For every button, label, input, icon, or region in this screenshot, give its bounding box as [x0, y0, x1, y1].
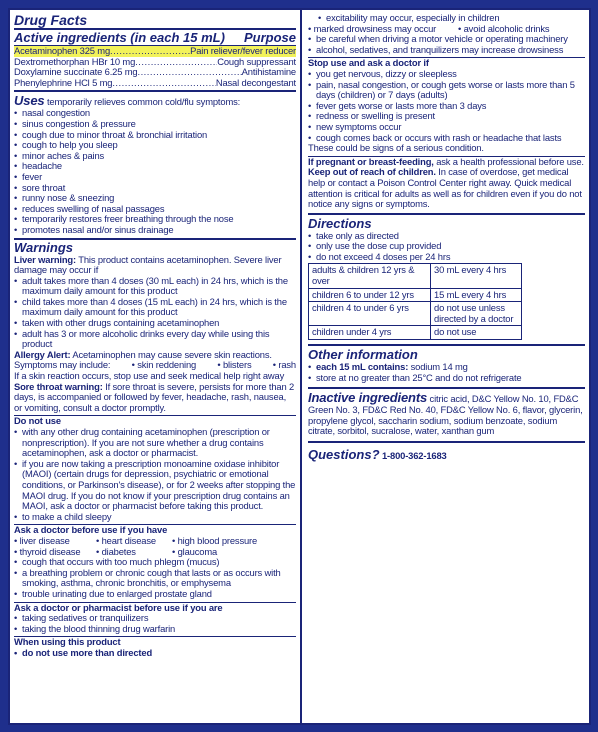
list-item: • taken with other drugs containing acetaminophen [14, 318, 296, 329]
list-item: • alcohol, sedatives, and tranquilizers may increase drowsiness [308, 45, 585, 56]
list-item: • marked drowsiness may occur [308, 22, 437, 34]
keep-out-label: Keep out of reach of children. [308, 166, 436, 178]
list-item: • glaucoma [172, 545, 218, 557]
list-item: • nasal congestion [14, 108, 296, 119]
list-item: • fever gets worse or lasts more than 3 days [308, 101, 585, 112]
uses-list [14, 108, 296, 235]
divider [308, 213, 585, 215]
allergy-alert-text: Acetaminophen may cause severe skin reactions. [70, 348, 272, 360]
list-item: • cough due to minor throat & bronchial irritation [14, 130, 296, 141]
condition-text: liver disease [19, 534, 70, 546]
ingredient-name: Doxylamine succinate 6.25 mg [14, 67, 138, 78]
active-ingredients-heading: Active ingredients (in each 15 mL) [14, 30, 225, 45]
stop-use-after: These could be signs of a serious condition. [308, 142, 484, 154]
active-ingredients-list [14, 46, 296, 88]
ingredient-purpose: Cough suppressant [217, 56, 296, 67]
right-column [302, 10, 589, 723]
active-ingredient-row [14, 57, 296, 68]
caution-text: marked drowsiness may occur [313, 22, 437, 34]
uses-intro-text: temporarily relieves common cold/flu symptoms: [44, 96, 241, 108]
list-item: • headache [14, 161, 296, 172]
questions-phone: 1-800-362-1683 [379, 450, 447, 461]
allergy-alert-label: Allergy Alert: [14, 348, 71, 360]
ingredient-purpose: Pain reliever/fever reducer [190, 46, 296, 56]
ingredient-purpose: Nasal decongestant [215, 77, 296, 88]
list-item: • adult has 3 or more alcoholic drinks every day while using this product [14, 329, 296, 350]
list-item: • do not exceed 4 doses per 24 hrs [308, 252, 585, 263]
active-ingredients-header [14, 31, 296, 45]
questions-heading: Questions? [308, 447, 380, 462]
list-item: • new symptoms occur [308, 122, 585, 133]
table-row [309, 326, 522, 340]
list-item: • you get nervous, dizzy or sleepless [308, 69, 585, 80]
inactive-text: citric acid, D&C Yellow No. 10, FD&C Green No. 3, FD&C Red No. 40, FD&C Yellow No. 6, flavor, glycerin, propylene glycol, saccharin sodium, sodium benzoate, sodium citrate, sorbitol, sucralose, water, xanthan gum [308, 393, 583, 437]
divider [308, 441, 585, 443]
list-item: • blisters [217, 359, 252, 371]
list-item: • if you are now taking a prescription monoamine oxidase inhibitor (MAOI) (certain drugs for depression, psychiatric or emotional conditions, or Parkinson's disease), or for 2 weeks after stopping the MAOI drug. If you do not know if your prescription drug contains an MAOI, ask a doctor or pharmacist before taking this product. [14, 459, 296, 512]
table-row [309, 264, 522, 288]
table-row [309, 288, 522, 302]
list-item: • redness or swelling is present [308, 111, 585, 122]
divider [308, 344, 585, 346]
sore-throat-warning [14, 382, 296, 414]
list-item: • be careful when driving a motor vehicle or operating machinery [308, 34, 585, 45]
drug-facts-panel [8, 8, 591, 725]
list-item: • do not use more than directed [14, 648, 296, 659]
when-using-heading: When using this product [14, 636, 121, 648]
list-item: • cough comes back or occurs with rash or headache that lasts [308, 133, 585, 144]
condition-text: glaucoma [177, 545, 218, 557]
ask-doctor-list [14, 557, 296, 599]
table-cell: do not use [431, 326, 522, 340]
list-item: • cough to help you sleep [14, 140, 296, 151]
list-item: • reduces swelling of nasal passages [14, 204, 296, 215]
other-info-list [308, 362, 585, 383]
list-item: • adult takes more than 4 doses (30 mL each) in 24 hrs, which is the maximum daily amount for this product [14, 276, 296, 297]
stop-use-list [308, 69, 585, 143]
list-item: • minor aches & pains [14, 151, 296, 162]
list-item: • fever [14, 172, 296, 183]
list-item: • only use the dose cup provided [308, 241, 585, 252]
table-cell: children under 4 yrs [309, 326, 431, 340]
table-cell: 15 mL every 4 hrs [431, 288, 522, 302]
drug-facts-title: Drug Facts [14, 12, 88, 28]
list-item: • runny nose & sneezing [14, 193, 296, 204]
list-item: • thyroid disease [14, 545, 81, 557]
list-item: • temporarily restores freer breathing through the nose [14, 214, 296, 225]
when-using-continued [308, 34, 585, 55]
list-item: • taking the blood thinning drug warfarin [14, 624, 296, 635]
sodium-text: sodium 14 mg [408, 361, 468, 373]
condition-text: thyroid disease [19, 545, 81, 557]
purpose-heading: Purpose [243, 30, 296, 45]
list-item: • cough that occurs with too much phlegm (mucus) [14, 557, 296, 568]
symptom-text: rash [278, 359, 296, 371]
symptom-text: blisters [222, 359, 252, 371]
table-row [309, 302, 522, 326]
allergy-symptoms-intro: Symptoms may include: [14, 359, 111, 371]
condition-text: high blood pressure [177, 534, 258, 546]
liver-warning-list [14, 276, 296, 350]
list-item: • skin reddening [131, 359, 197, 371]
ingredient-purpose: Antihistamine [241, 67, 296, 78]
list-item: • high blood pressure [172, 534, 258, 546]
questions [308, 446, 585, 464]
when-using-list [14, 648, 296, 659]
list-item: • diabetes [96, 545, 136, 557]
sore-throat-label: Sore throat warning: [14, 380, 103, 392]
list-item: • sinus congestion & pressure [14, 119, 296, 130]
caution-text: avoid alcoholic drinks [463, 22, 550, 34]
symptom-text: skin reddening [137, 359, 197, 371]
list-item: • child takes more than 4 doses (15 mL each) in 24 hrs, which is the maximum daily amount for this product [14, 297, 296, 318]
pregnancy-and-keep-out [308, 157, 585, 210]
dosage-table [308, 263, 522, 340]
liver-warning [14, 255, 296, 276]
active-ingredient-row [14, 78, 296, 89]
condition-text: heart disease [101, 534, 156, 546]
warnings-heading: Warnings [14, 239, 73, 255]
directions-list [308, 231, 585, 263]
list-item: • pain, nasal congestion, or cough gets worse or lasts more than 5 days (children) or 7 days (adults) [308, 80, 585, 101]
directions-heading: Directions [308, 215, 372, 231]
when-using-continued [308, 13, 585, 24]
table-cell: do not use unless directed by a doctor [431, 302, 522, 326]
liver-warning-label: Liver warning: [14, 253, 76, 265]
pregnancy-label: If pregnant or breast-feeding, [308, 155, 434, 167]
ingredient-name: Acetaminophen 325 mg [14, 46, 111, 56]
ingredient-name: Dextromethorphan HBr 10 mg [14, 56, 136, 67]
list-item: • heart disease [96, 534, 156, 546]
list-item: • a breathing problem or chronic cough that lasts or as occurs with smoking, asthma, chronic bronchitis, or emphysema [14, 568, 296, 589]
table-cell: adults & children 12 yrs & over [309, 264, 431, 288]
allergy-after: If a skin reaction occurs, stop use and seek medical help right away [14, 370, 285, 382]
list-item: • take only as directed [308, 231, 585, 242]
active-ingredient-row [14, 67, 296, 78]
inactive-heading: Inactive ingredients [308, 390, 428, 406]
do-not-use-list [14, 427, 296, 522]
list-item: • sore throat [14, 183, 296, 194]
list-item: • excitability may occur, especially in children [318, 13, 585, 24]
pregnancy-text: ask a health professional before use. [433, 155, 584, 167]
ask-doctor-heading: Ask a doctor before use if you have [14, 524, 168, 536]
do-not-use-heading: Do not use [14, 415, 61, 427]
liver-warning-text: This product contains acetaminophen. Severe liver damage may occur if [14, 253, 282, 276]
list-item: • with any other drug containing acetaminophen (prescription or nonprescription). If you are not sure whether a drug contains acetaminophen, ask a doctor or pharmacist. [14, 427, 296, 459]
list-item: • promotes nasal and/or sinus drainage [14, 225, 296, 236]
keep-out-text: In case of overdose, get medical help or contact a Poison Control Center right away. Quick medical attention is critical for adults as well as for children even if you do not notice any signs or symptoms. [308, 166, 582, 210]
inactive-ingredients [308, 391, 585, 437]
condition-text: diabetes [101, 545, 136, 557]
sodium-label: each 15 mL contains: [316, 361, 409, 373]
uses-heading: Uses [14, 93, 45, 109]
list-item: • liver disease [14, 534, 70, 546]
uses-intro [14, 94, 296, 108]
list-item: • rash [272, 359, 296, 371]
ingredient-name: Phenylephrine HCl 5 mg [14, 77, 113, 88]
sore-throat-text: If sore throat is severe, persists for more than 2 days, is accompanied or followed by fever, headache, rash, nausea, or vomiting, consult a doctor promptly. [14, 380, 295, 413]
list-item: • avoid alcoholic drinks [458, 22, 550, 34]
active-ingredient-row [14, 46, 296, 57]
list-item: • store at no greater than 25°C and do not refrigerate [308, 373, 585, 384]
table-cell: children 6 to under 12 yrs [309, 288, 431, 302]
stop-use-heading: Stop use and ask a doctor if [308, 57, 429, 69]
list-item: • trouble urinating due to enlarged prostate gland [14, 589, 296, 600]
ask-pharmacist-list [14, 613, 296, 634]
left-column [10, 10, 302, 723]
table-cell: children 4 to under 6 yrs [309, 302, 431, 326]
other-info-heading: Other information [308, 347, 418, 363]
ask-pharmacist-heading: Ask a doctor or pharmacist before use if you are [14, 601, 223, 613]
list-item: • taking sedatives or tranquilizers [14, 613, 296, 624]
list-item: • to make a child sleepy [14, 512, 296, 523]
table-cell: 30 mL every 4 hrs [431, 264, 522, 288]
divider [14, 90, 296, 92]
divider [308, 387, 585, 389]
